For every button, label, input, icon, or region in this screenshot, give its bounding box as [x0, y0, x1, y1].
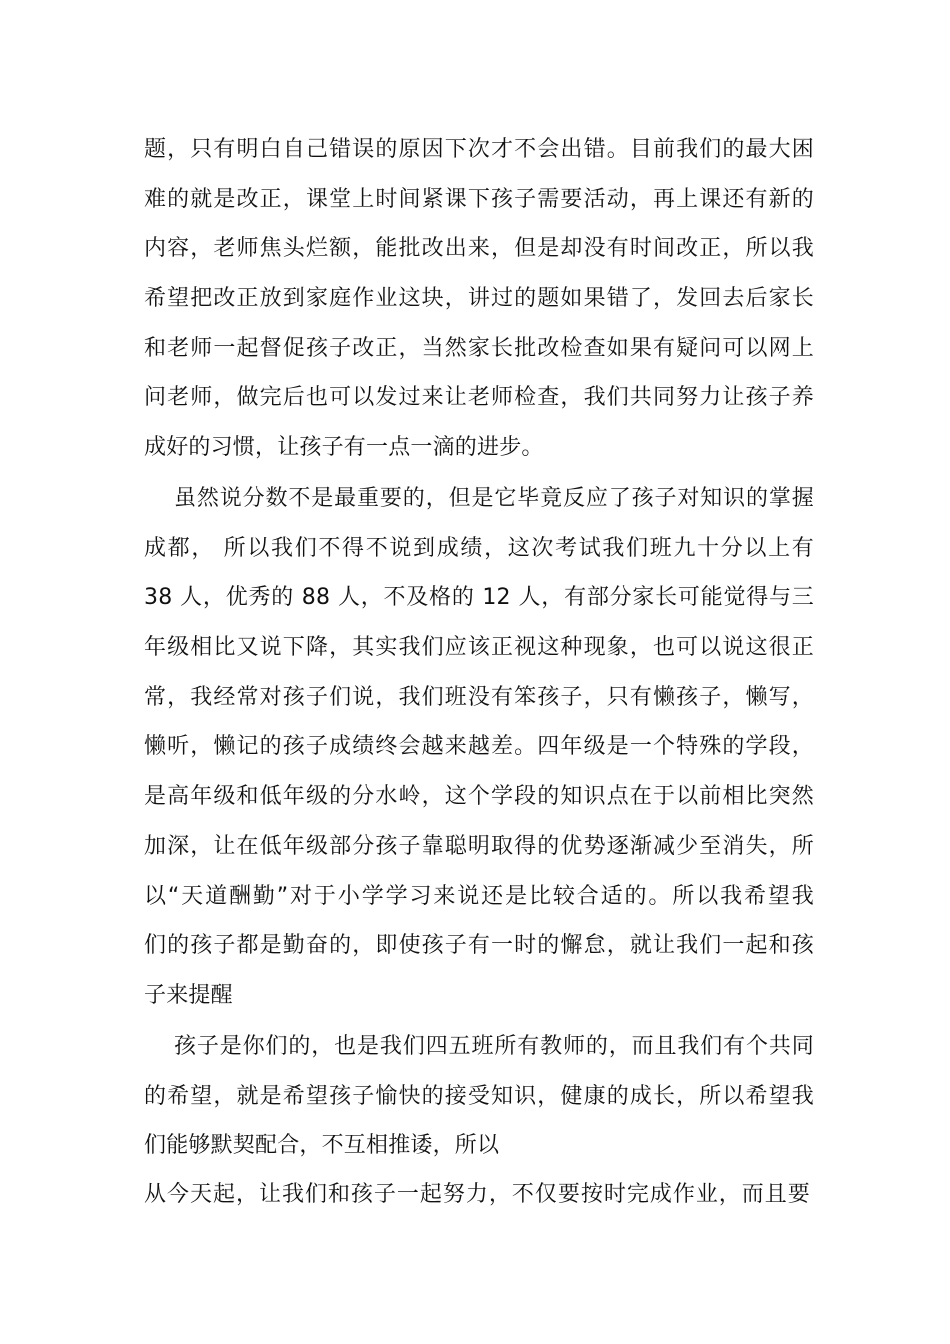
text-line: 从今天起，让我们和孩子一起努力，不仅要按时完成作业，而且要 [144, 1182, 810, 1207]
text-line: 和老师一起督促孩子改正，当然家长批改检查如果有疑问可以网上 [144, 335, 814, 361]
text-line: 常，我经常对孩子们说，我们班没有笨孩子，只有懒孩子，懒写， [144, 684, 814, 710]
text-line: 问老师，做完后也可以发过来让老师检查，我们共同努力让孩子养 [144, 385, 814, 411]
text-line: 难的就是改正，课堂上时间紧课下孩子需要活动，再上课还有新的 [144, 186, 814, 212]
text-line: 加深，让在低年级部分孩子靠聪明取得的优势逐渐减少至消失，所 [144, 833, 814, 859]
text-line: 们能够默契配合，不互相推诿，所以 [144, 1133, 500, 1159]
text-line: 的希望，就是希望孩子愉快的接受知识，健康的成长，所以希望我 [144, 1083, 814, 1109]
text-line: 孩子是你们的，也是我们四五班所有教师的，而且我们有个共同 [174, 1034, 814, 1059]
paragraph-1 [144, 125, 814, 473]
text-line: 懒听，懒记的孩子成绩终会越来越差。四年级是一个特殊的学段， [144, 734, 814, 760]
text-line: 虽然说分数不是最重要的，但是它毕竟反应了孩子对知识的掌握 [174, 486, 814, 511]
paragraph-4 [144, 1170, 810, 1220]
text-line: 年级相比又说下降，其实我们应该正视这种现象，也可以说这很正 [144, 635, 814, 661]
text-line: 子来提醒 [144, 982, 233, 1008]
text-line: 们的孩子都是勤奋的，即使孩子有一时的懈怠，就让我们一起和孩 [144, 933, 814, 959]
text-line: 题，只有明白自己错误的原因下次才不会出错。目前我们的最大困 [144, 137, 814, 162]
paragraph-2 [144, 474, 814, 1021]
text-line: 是高年级和低年级的分水岭，这个学段的知识点在于以前相比突然 [144, 784, 814, 810]
text-line: 成好的习惯，让孩子有一点一滴的进步。 [144, 435, 544, 461]
paragraph-3 [144, 1022, 814, 1171]
text-line: 38 人，优秀的 88 人，不及格的 12 人，有部分家长可能觉得与三 [144, 585, 814, 611]
text-line: 成都， 所以我们不得不说到成绩，这次考试我们班九十分以上有 [144, 535, 814, 561]
text-line: 以“天道酬勤”对于小学学习来说还是比较合适的。所以我希望我 [144, 883, 814, 909]
text-line: 希望把改正放到家庭作业这块，讲过的题如果错了，发回去后家长 [144, 286, 814, 312]
text-line: 内容，老师焦头烂额，能批改出来，但是却没有时间改正，所以我 [144, 236, 814, 262]
